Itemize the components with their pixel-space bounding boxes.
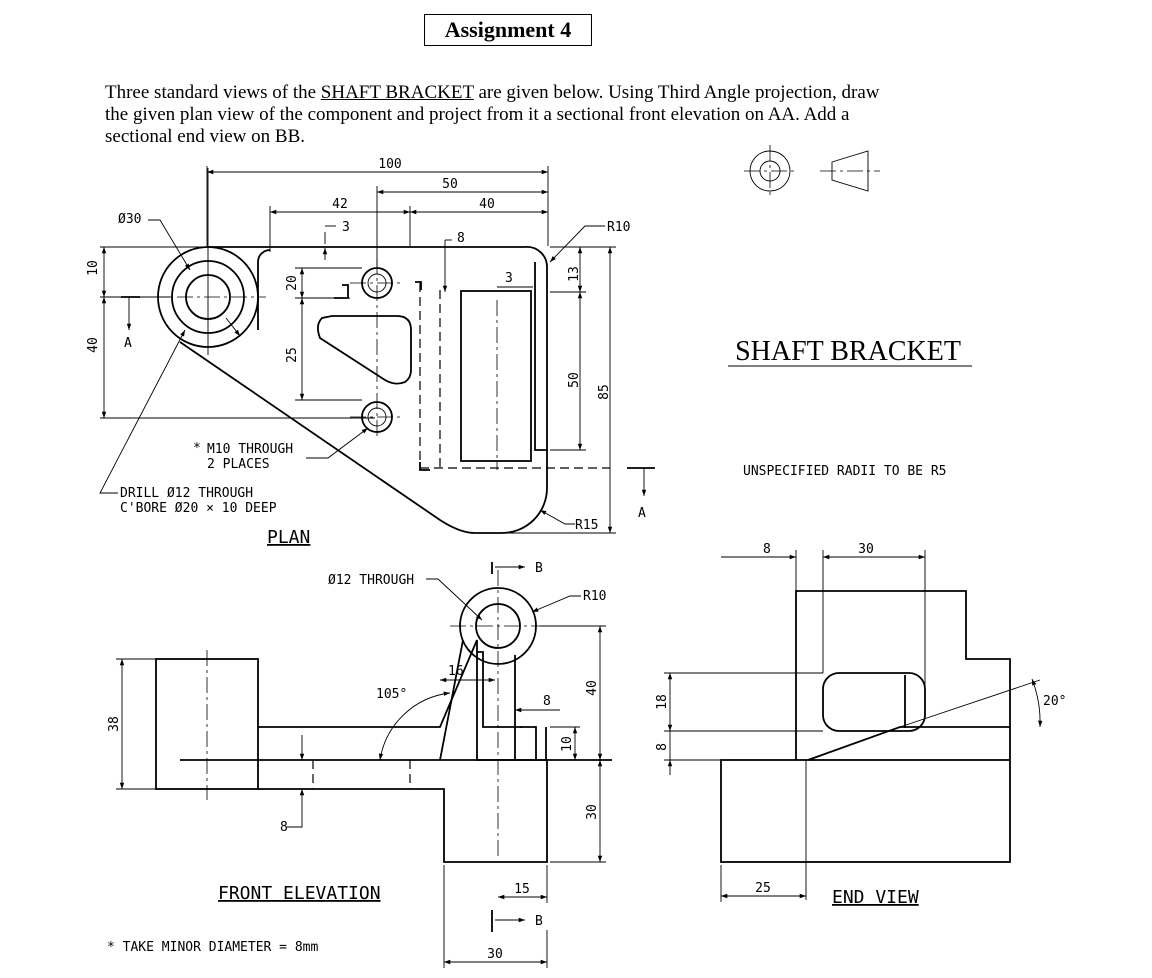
front-dim-dia12: Ø12 THROUGH [328,573,415,588]
end-slot [823,673,925,731]
plan-dim-50: 50 [442,177,458,192]
front-dim-30v: 30 [585,804,600,820]
plan-dim-10: 10 [86,260,101,276]
end-dim-25: 25 [755,881,771,896]
plan-rib-block [461,291,531,461]
plan-section-a-left: A [124,336,132,351]
plan-dim-85: 85 [597,384,612,400]
plan-dim-50v: 50 [567,372,582,388]
plan-dim-25: 25 [285,347,300,363]
plan-dim-42: 42 [332,197,348,212]
end-dim-18: 18 [655,694,670,710]
plan-triangular-cutout [318,316,411,384]
plan-dim-40: 40 [479,197,495,212]
plan-dim-40v: 40 [86,337,101,353]
end-dim-8v: 8 [655,743,670,751]
front-section-b-top: B [535,561,543,576]
plan-note-drill-1: DRILL Ø12 THROUGH [120,486,254,501]
plan-dim-3a: 3 [342,220,350,235]
plan-dim-8: 8 [457,231,465,246]
end-view-label: END VIEW [832,887,919,908]
front-dim-8: 8 [543,694,551,709]
end-upright [796,591,1010,760]
third-angle-projection-symbol [744,145,880,197]
front-dim-16: 16 [448,664,464,679]
front-dim-10: 10 [560,736,575,752]
front-view-label: FRONT ELEVATION [218,883,381,904]
plan-dim-r10: R10 [607,220,631,235]
intro-before: Three standard views of the [105,82,321,103]
front-dim-30: 30 [487,947,503,962]
end-base [721,760,1010,862]
plan-dim-20: 20 [285,275,300,291]
intro-after: are given below. Using Third Angle projection, draw the given plan view of the component and project from it a sectional front elevation on AA. Add a sectional end view on BB. [105,82,880,147]
front-elevation-view [107,561,612,968]
plan-note-star: * [193,441,201,456]
end-dim-20: 20° [1043,694,1067,709]
plan-note-drill-2: C'BORE Ø20 × 10 DEEP [120,501,277,516]
unspecified-radii-note: UNSPECIFIED RADII TO BE R5 [743,464,947,479]
plan-dim-3b: 3 [505,271,513,286]
front-dim-r10: R10 [583,589,607,604]
end-dim-8: 8 [763,542,771,557]
front-dim-40: 40 [585,680,600,696]
component-name: SHAFT BRACKET [320,82,474,103]
plan-dim-100: 100 [378,157,402,172]
plan-dim-r15: R15 [575,518,599,533]
front-dim-15: 15 [514,882,530,897]
footnote: * TAKE MINOR DIAMETER = 8mm [107,940,319,955]
end-dim-30: 30 [858,542,874,557]
front-dim-38: 38 [107,716,122,732]
end-view [655,542,1066,908]
front-dim-8b: 8 [280,820,288,835]
plan-dim-dia30: Ø30 [118,212,142,227]
front-section-b-bottom: B [535,914,543,929]
plan-note-m10-2: 2 PLACES [207,457,270,472]
shaft-bracket-heading: SHAFT BRACKET [735,336,961,367]
front-dim-105: 105° [376,687,408,702]
plan-section-a-right: A [638,506,646,521]
front-base-outline [258,640,547,862]
plan-view-label: PLAN [267,527,311,548]
assignment-title: Assignment 4 [424,14,592,46]
plan-note-m10-1: M10 THROUGH [207,442,294,457]
plan-dim-13: 13 [567,266,582,282]
plan-view [86,157,655,548]
